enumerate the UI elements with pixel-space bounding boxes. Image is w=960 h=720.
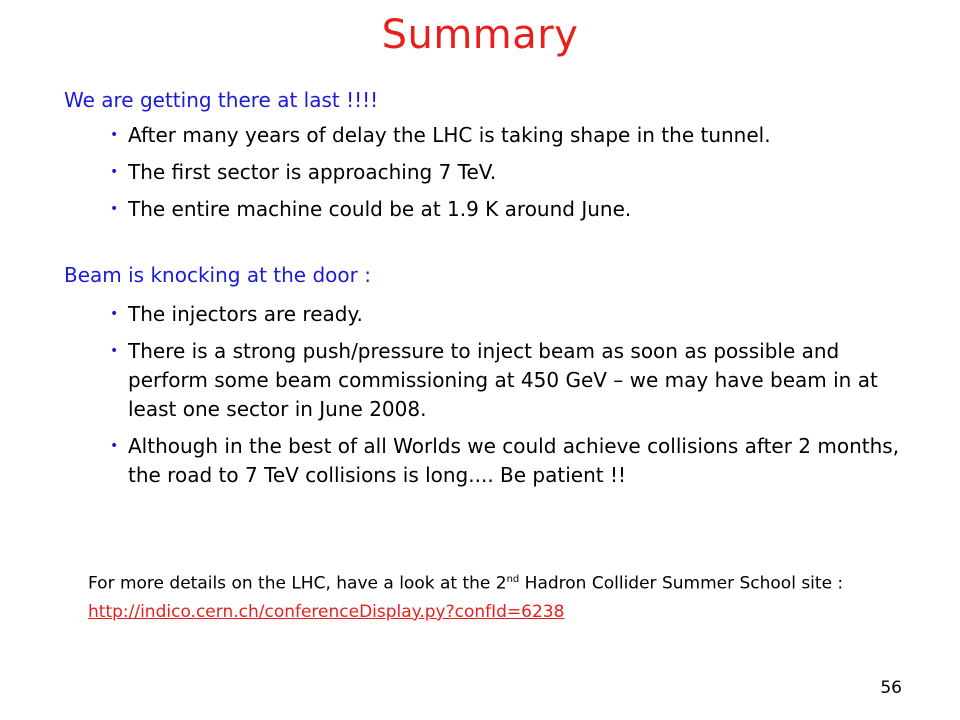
page-number: 56 xyxy=(880,678,902,698)
conference-link[interactable]: http://indico.cern.ch/conferenceDisplay.py?confId=6238 xyxy=(88,601,565,622)
list-item: • There is a strong push/pressure to inject beam as soon as possible and perform some beam commissioning at 450 GeV – we may have beam in at least one sector in June 2008. xyxy=(110,339,878,421)
footnote: For more details on the LHC, have a look at the 2nd Hadron Collider Summer School site : http://indico.cern.ch/conferenceDisplay.py?confId=6238 xyxy=(88,573,844,622)
bullet-icon: • xyxy=(110,343,119,359)
bullet-icon: • xyxy=(110,438,119,454)
list-item: • The injectors are ready. xyxy=(110,300,910,329)
section-heading-beam: Beam is knocking at the door : xyxy=(64,263,371,287)
beam-bullet-list xyxy=(110,300,910,498)
progress-bullet-list xyxy=(110,121,910,232)
bullet-icon: • xyxy=(110,164,119,180)
list-item: • After many years of delay the LHC is taking shape in the tunnel. xyxy=(110,121,910,150)
section-heading-progress: We are getting there at last !!!! xyxy=(64,88,379,112)
bullet-icon: • xyxy=(110,306,119,322)
superscript: nd xyxy=(506,574,520,585)
list-item: • The entire machine could be at 1.9 K around June. xyxy=(110,195,910,224)
bullet-icon: • xyxy=(110,201,119,217)
list-item: • The first sector is approaching 7 TeV. xyxy=(110,158,910,187)
slide-title: Summary xyxy=(381,12,579,58)
bullet-icon: • xyxy=(110,127,119,143)
list-item: • Although in the best of all Worlds we could achieve collisions after 2 months, the road to 7 TeV collisions is long.... Be patient !! xyxy=(110,434,900,487)
